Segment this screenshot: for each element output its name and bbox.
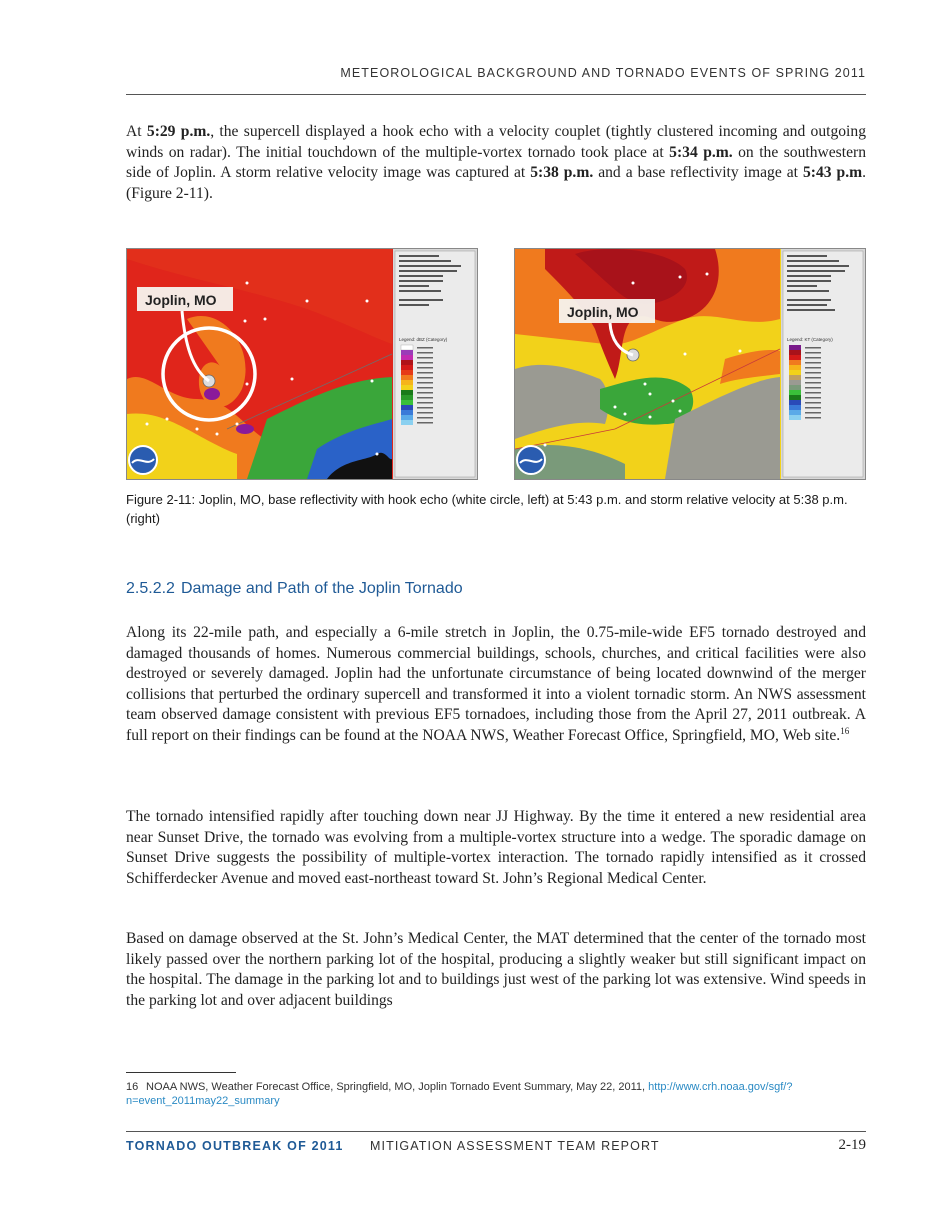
reflectivity-radar-image (126, 248, 478, 480)
figure-caption: Figure 2-11: Joplin, MO, base reflectivity with hook echo (white circle, left) at 5:43 p.m. and storm relative velocity at 5:38 p.m. (right) (126, 492, 848, 526)
footnote: 16 NOAA NWS, Weather Forecast Office, Springfield, MO, Joplin Tornado Event Summary, May 22, 2011, http://www.crh.noaa.gov/sgf/?n=event_2011may22_summary (126, 1081, 793, 1107)
footer-series: TORNADO OUTBREAK OF 2011 (126, 1139, 344, 1153)
time-529: 5:29 p.m. (146, 123, 211, 140)
section-heading (126, 580, 469, 598)
velocity-radar-image (514, 248, 866, 480)
header-rule (126, 94, 866, 95)
footnote-link[interactable]: http://www.crh.noaa.gov/sgf/?n=event_2011may22_summary (126, 1081, 793, 1107)
footnote-number: 16 (126, 1081, 139, 1093)
right-legend-title: Legend: KT (Category) (787, 337, 833, 342)
footnote-ref[interactable]: 16 (840, 725, 850, 736)
intro-paragraph: At 5:29 p.m., the supercell displayed a hook echo with a velocity couplet (tightly clustered incoming and outgoing winds on radar). The initial touchdown of the multiple-vortex tornado took place at 5:34 p.m. on the southwestern side of Joplin. A storm relative velocity image was captured at 5:38 p.m. and a base reflectivity image at 5:43 p.m. (Figure 2-11). (126, 123, 867, 202)
page-number: 2-19 (838, 1137, 866, 1153)
body-paragraph-2: The tornado intensified rapidly after touching down near JJ Highway. By the time it entered a new residential area near Sunset Drive, the tornado was evolving from a multiple-vortex structure into a wedge. The sporadic damage on Sunset Drive suggests the possibility of multiple-vortex interaction. The tornado rapidly intensified as it crossed Schifferdecker Avenue and moved east-northeast toward St. John’s Regional Medical Center. (126, 808, 866, 887)
page-footer (126, 1139, 866, 1157)
left-joplin-label: Joplin, MO (145, 292, 217, 308)
time-543: 5:43 p.m (802, 164, 863, 181)
footnote-rule (126, 1072, 236, 1073)
time-534: 5:34 p.m. (669, 143, 733, 161)
body-paragraph-1: Along its 22-mile path, and especially a 6-mile stretch in Joplin, the 0.75-mile-wide EF5 tornado destroyed and damaged thousands of homes. Numerous commercial buildings, schools, churches, and critical facilities were also destroyed or severely damaged. Joplin had the unfortunate circumstance of being located downwind of the merger collisions that perturbed the ordinary supercell and transformed it into a violent tornadic storm. An NWS assessment team observed damage consistent with previous EF5 tornadoes, including those from the April 27, 2011 outbreak. A full report on their findings can be found at the NOAA NWS, Weather Forecast Office, Springfield, MO, Web site.$^{16}$ (126, 624, 866, 744)
right-joplin-label: Joplin, MO (567, 304, 639, 320)
time-538: 5:38 p.m. (530, 164, 594, 181)
footer-report: MITIGATION ASSESSMENT TEAM REPORT (370, 1139, 660, 1153)
section-number: 2.5.2.2 (126, 580, 175, 597)
running-header: METEOROLOGICAL BACKGROUND AND TORNADO EVENTS OF SPRING 2011 (340, 66, 866, 80)
left-legend-title: Legend: dBZ (Category) (399, 337, 448, 342)
section-title-text: Damage and Path of the Joplin Tornado (180, 580, 463, 597)
body-paragraph-3: Based on damage observed at the St. John’s Medical Center, the MAT determined that the center of the tornado most likely passed over the northern parking lot of the hospital, producing a slightly weaker but still significant impact on the hospital. The damage in the parking lot and to buildings just west of the parking lot was extensive. Wind speeds in the parking lot and over adjacent buildings (126, 930, 866, 1009)
footer-rule (126, 1131, 866, 1132)
